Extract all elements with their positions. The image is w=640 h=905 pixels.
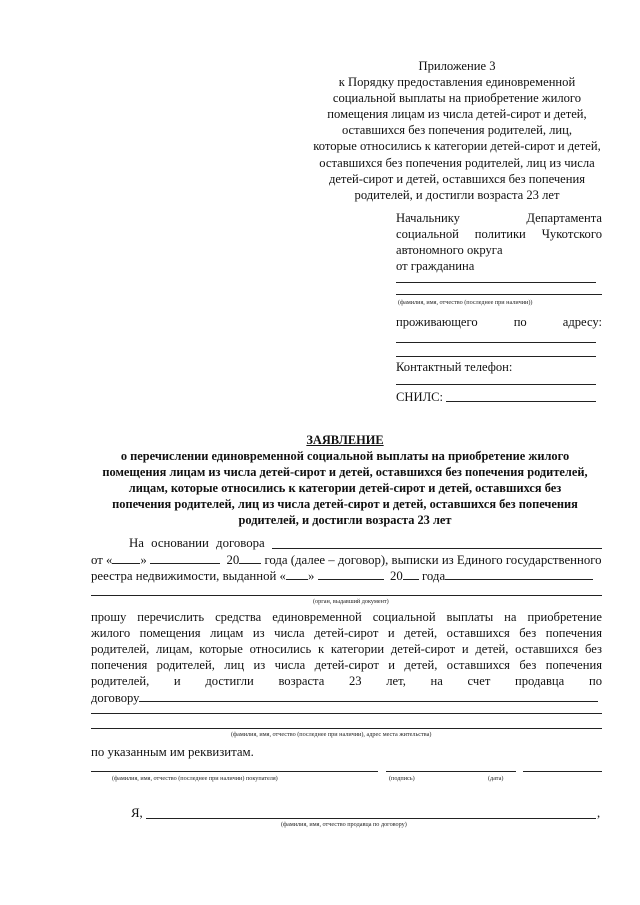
year-label: года: [421, 569, 446, 583]
request-line: попечения родителей, лиц из числа детей-сирот и детей, оставшихся без попечения: [91, 658, 602, 672]
contract-number-field[interactable]: [272, 548, 602, 549]
appendix-line: к Порядку предоставления единовременной: [338, 75, 576, 90]
registry-line: [91, 567, 593, 584]
appendix-line: социальной выплаты на приобретение жилого: [332, 91, 582, 106]
contract-day-field[interactable]: [112, 551, 140, 564]
statement-subtitle-line: родителей, и достигли возраста 23 лет: [238, 513, 452, 527]
statement-title: ЗАЯВЛЕНИЕ: [306, 433, 384, 447]
applicant-fio-hint: (фамилия, имя, отчество (последнее при наличии)): [398, 299, 533, 306]
registry-label: реестра недвижимости, выданной «: [91, 569, 286, 583]
buyer-fio-field[interactable]: [91, 771, 378, 772]
snils-field[interactable]: [446, 401, 596, 402]
contract-word-line: [91, 689, 602, 706]
request-paragraph: [91, 609, 602, 706]
addressee-block: [396, 210, 602, 274]
quote-close: »: [140, 553, 147, 567]
seller-field-2[interactable]: [91, 713, 602, 714]
date-field[interactable]: [523, 771, 602, 772]
seller-fio-field[interactable]: [146, 818, 596, 819]
contract-date-line: [91, 551, 602, 568]
phone-field[interactable]: [396, 384, 596, 385]
address-field-2[interactable]: [396, 356, 596, 357]
quote-close: »: [307, 569, 315, 583]
statement-subtitle-line: о перечислении единовременной социальной выплаты на приобретение жилого: [120, 449, 570, 463]
basis-label: На основании договора: [129, 536, 265, 550]
comma: ,: [597, 806, 601, 820]
date-hint: (дата): [488, 775, 504, 782]
phone-label: Контактный телефон:: [396, 360, 513, 374]
seller-fio-hint: (фамилия, имя, отчество продавца по договору): [281, 821, 407, 828]
addressee-line: автономного округа: [396, 243, 503, 257]
statement-subtitle-line: лицам, которые относились к категории детей-сирот и детей, оставшихся без: [128, 481, 562, 495]
year-prefix: 20: [226, 553, 240, 567]
appendix-line: оставшихся без попечения родителей, лиц из числа: [319, 155, 595, 170]
issuer-field[interactable]: [91, 595, 602, 596]
appendix-line: помещения лицам из числа детей-сирот и детей,: [327, 107, 587, 122]
registry-year-field[interactable]: [403, 567, 419, 580]
seller-field-3[interactable]: [91, 728, 602, 729]
year-prefix: 20: [389, 569, 403, 583]
seller-hint: (фамилия, имя, отчество (последнее при наличии), адрес места жительства): [231, 731, 432, 738]
request-line: родителей, и достигли возраста 23 лет, на счет продавца по: [91, 674, 602, 688]
i-label: Я,: [131, 806, 143, 820]
requisites-text: по указанным им реквизитам.: [91, 745, 254, 759]
buyer-fio-hint: (фамилия, имя, отчество (последнее при наличии) покупателя): [112, 775, 278, 782]
addressee-line: Начальнику Департамента: [396, 211, 602, 225]
appendix-line: которые относились к категории детей-сирот и детей,: [313, 139, 601, 154]
statement-title-block: [80, 432, 610, 528]
address-field[interactable]: [396, 342, 596, 343]
request-line: родителей, лицам, которые относились к категории детей-сирот и детей, оставшихся без: [91, 642, 602, 656]
appendix-line: Приложение 3: [418, 59, 496, 73]
issuer-hint: (орган, выдавший документ): [313, 598, 389, 605]
appendix-line: родителей, и достигли возраста 23 лет: [354, 187, 560, 202]
contract-month-field[interactable]: [150, 551, 220, 564]
registry-month-field[interactable]: [318, 567, 384, 580]
appendix-line: оставшихся без попечения родителей, лиц,: [341, 123, 573, 138]
applicant-fio-field-2[interactable]: [396, 294, 602, 295]
statement-subtitle-line: помещения лицам из числа детей-сирот и детей, оставшихся без попечения родителей,: [102, 465, 588, 479]
addressee-line: от гражданина: [396, 259, 475, 273]
contract-date-rest: года (далее – договор), выписки из Единого государственного: [264, 553, 602, 567]
appendix-header: [296, 58, 618, 203]
contract-year-field[interactable]: [239, 551, 261, 564]
addressee-line: социальной политики Чукотского: [396, 227, 602, 241]
residing-label: проживающего по адресу:: [396, 315, 602, 329]
registry-issuer-field[interactable]: [445, 567, 593, 580]
appendix-line: детей-сирот и детей, оставшихся без попечения: [328, 171, 586, 186]
seller-field[interactable]: [139, 689, 598, 702]
request-line: жилого помещения лицам из числа детей-сирот и детей, оставшихся без попечения: [91, 626, 602, 640]
snils-label: СНИЛС:: [396, 390, 444, 404]
from-label: от «: [91, 553, 113, 567]
contract-word: договору: [91, 691, 140, 705]
request-line: прошу перечислить средства единовременной социальной выплаты на приобретение: [91, 610, 602, 624]
registry-day-field[interactable]: [286, 567, 308, 580]
signature-hint: (подпись): [389, 775, 415, 782]
applicant-fio-field[interactable]: [396, 282, 596, 283]
signature-field[interactable]: [386, 771, 516, 772]
statement-subtitle-line: попечения родителей, лиц из числа детей-сирот и детей, оставшихся без попечения: [112, 497, 578, 511]
